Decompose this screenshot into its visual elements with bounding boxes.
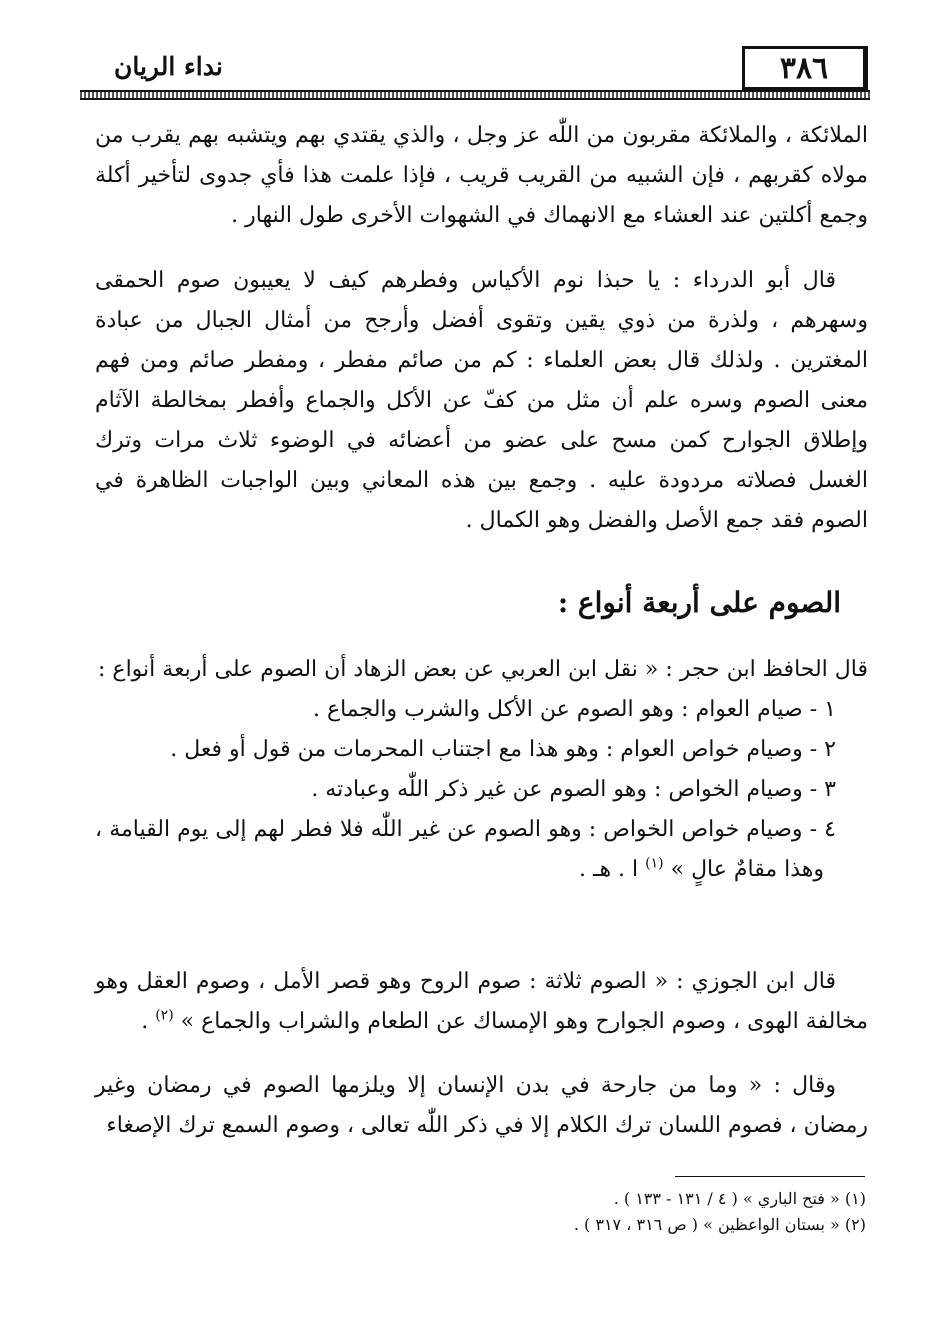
list-item: ١ - صيام العوام : وهو الصوم عن الأكل والشرب والجماع . <box>312 697 836 722</box>
paragraph-text: وقال : « وما من جارحة في بدن الإنسان إلا ويلزمها الصوم في رمضان وغير رمضان ، فصوم اللسان ترك الكلام إلا في ذكر اللّٰه تعالى ، وصوم السمع ترك الإصغاء <box>95 1073 868 1138</box>
paragraph-text: قال أبو الدرداء : يا حبذا نوم الأكياس وفطرهم كيف لا يعيبون صوم الحمقى وسهرهم ، ولذرة من ذوي يقين وتقوى أفضل وأرجح من أمثال الجبال من عبادة المغترين . ولذلك قال بعض العلماء : كم من صائم مفطر ، ومفطر صائم ومن فهم معنى الصوم وسره علم أن مثل من كفّ عن الأكل والجماع وأفطر بمخالطة الآثام وإطلاق الجوارح كمن مسح على عضو من أعضائه في الوضوء ثلاث مرات وترك الغسل فصلاته مردودة عليه . وجمع بين هذه المعاني وبين الواجبات الظاهرة في الصوم فقد جمع الأصل والفضل وهو الكمال . <box>95 268 868 533</box>
footnote-2: (٢) « بستان الواعظين » ( ص ٣١٦ ، ٣١٧ ) . <box>573 1215 866 1234</box>
list-item <box>95 810 868 890</box>
section-heading: الصوم على أربعة أنواع : <box>557 586 841 619</box>
quote-intro: قال الحافظ ابن حجر : « نقل ابن العربي عن بعض الزهاد أن الصوم على أربعة أنواع : <box>98 657 868 682</box>
quote-end: ا . هـ . <box>579 857 646 882</box>
book-title: نداء الريان <box>114 52 223 81</box>
page-number: ٣٨٦ <box>742 46 868 90</box>
paragraph-continuation <box>95 116 868 236</box>
footnotes <box>100 1186 866 1238</box>
paragraph-continued-quote <box>95 1066 868 1146</box>
list-item: ٢ - وصيام خواص العوام : وهو هذا مع اجتناب المحرمات من قول أو فعل . <box>170 737 836 762</box>
footnote-divider <box>675 1176 865 1177</box>
header-divider <box>80 90 870 100</box>
page-header <box>78 40 868 90</box>
footnote-ref[interactable]: (٢) <box>155 1007 174 1024</box>
footnote-ref[interactable]: (١) <box>645 855 664 872</box>
paragraph-abu-darda <box>95 261 868 541</box>
paragraph-text: الملائكة ، والملائكة مقربون من اللّٰه عز وجل ، والذي يقتدي بهم ويتشبه بهم يقرب من مولاه كقربهم ، فإن الشبيه من القريب قريب ، فإذا علمت هذا فأي جدوى لتأخير أكلة وجمع أكلتين عند العشاء مع الانهماك في الشهوات الأخرى طول النهار . <box>95 123 868 228</box>
paragraph-body: قال ابن الجوزي : « الصوم ثلاثة : صوم الروح وهو قصر الأمل ، وصوم العقل وهو مخالفة الهوى ، وصوم الجوارح وهو الإمساك عن الطعام والشراب والجماع » <box>95 969 868 1034</box>
list-item: ٣ - وصيام الخواص : وهو الصوم عن غير ذكر اللّٰه وعبادته . <box>311 777 836 802</box>
list-item-text: ٤ - وصيام خواص الخواص : وهو الصوم عن غير اللّٰه فلا فطر لهم إلى يوم القيامة ، وهذا مقامٌ عالٍ » <box>95 817 836 882</box>
paragraph-text <box>95 962 868 1042</box>
ibn-hajar-quote <box>95 650 868 890</box>
footnote-1: (١) « فتح الباري » ( ٤ / ١٣١ - ١٣٣ ) . <box>613 1189 866 1208</box>
paragraph-ibn-jawzi <box>95 962 868 1042</box>
paragraph-end: . <box>141 1009 156 1034</box>
